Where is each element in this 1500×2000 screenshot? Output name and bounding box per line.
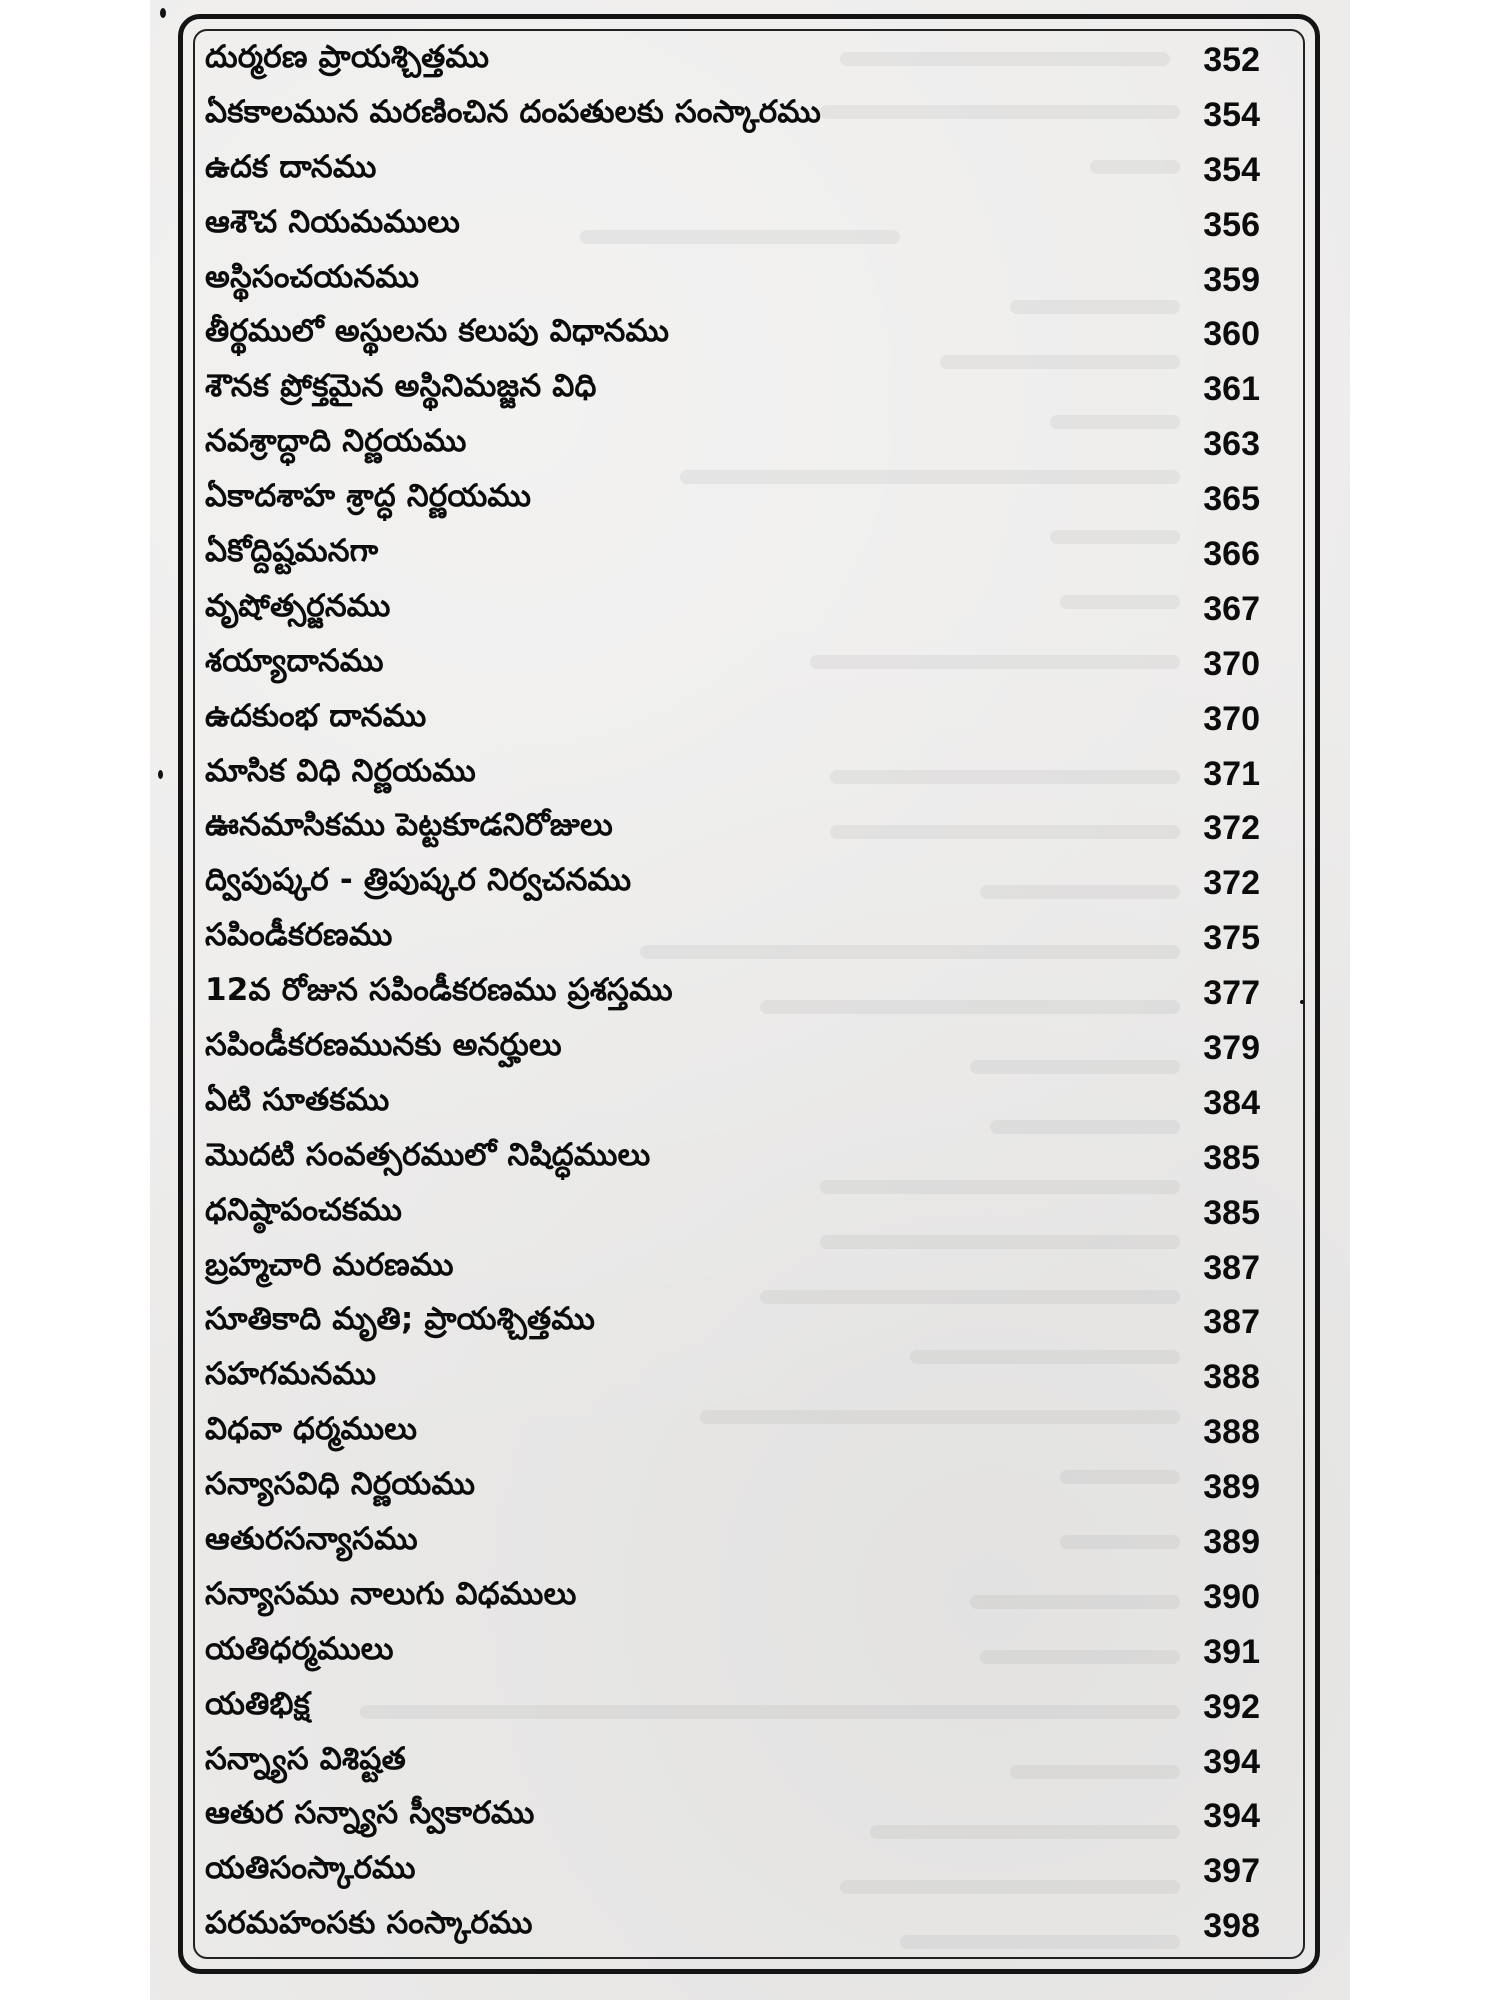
entry-title: ఏకకాలమున మరణించిన దంపతులకు సంస్కారము [205, 93, 822, 130]
entry-title: ధనిష్ఠాపంచకము [205, 1191, 403, 1228]
entry-title: తీర్థములో అస్థులను కలుపు విధానము [205, 313, 670, 350]
toc-entry [205, 1350, 1260, 1405]
entry-page-number: 352 [1203, 40, 1260, 79]
entry-title: విధవా ధర్మములు [205, 1411, 418, 1448]
entry-page-number: 394 [1203, 1797, 1260, 1836]
toc-entry [205, 801, 1260, 856]
toc-entry [205, 1790, 1260, 1845]
toc-entry [205, 1405, 1260, 1460]
entry-title: మాసిక విధి నిర్ణయము [205, 752, 476, 789]
entry-page-number: 359 [1203, 260, 1260, 299]
entry-page-number: 367 [1203, 589, 1260, 628]
entry-page-number: 354 [1203, 95, 1260, 134]
entry-title: సూతికాది మృతి; ప్రాయశ్చిత్తము [205, 1301, 596, 1338]
entry-page-number: 387 [1203, 1303, 1260, 1342]
entry-title: పరమహంసకు సంస్కారము [205, 1905, 533, 1942]
toc-entry [205, 307, 1260, 362]
scan-speck [1300, 1000, 1304, 1004]
entry-title: అస్థిసంచయనము [205, 258, 420, 295]
entry-page-number: 354 [1203, 150, 1260, 189]
entry-title: సపిండీకరణమునకు అనర్హులు [205, 1026, 562, 1063]
toc-entry [205, 1186, 1260, 1241]
toc-entry [205, 1295, 1260, 1350]
entry-title: సన్యాసవిధి నిర్ణయము [205, 1466, 476, 1503]
entry-title: ఏటి సూతకము [205, 1081, 390, 1118]
entry-page-number: 377 [1203, 974, 1260, 1013]
toc-entry [205, 637, 1260, 692]
entry-page-number: 371 [1203, 754, 1260, 793]
entry-page-number: 388 [1203, 1413, 1260, 1452]
toc-entry [205, 362, 1260, 417]
entry-page-number: 366 [1203, 534, 1260, 573]
entry-title: సపిండీకరణము [205, 917, 393, 954]
entry-page-number: 370 [1203, 644, 1260, 683]
entry-page-number: 356 [1203, 205, 1260, 244]
toc-entry [205, 1515, 1260, 1570]
entry-page-number: 372 [1203, 809, 1260, 848]
toc-entry [205, 1899, 1260, 1954]
entry-title: సన్న్యాస విశిష్టత [205, 1740, 406, 1777]
entry-page-number: 390 [1203, 1577, 1260, 1616]
entry-title: ఆతుర సన్న్యాస స్వీకారము [205, 1795, 535, 1832]
toc-entry [205, 417, 1260, 472]
entry-page-number: 387 [1203, 1248, 1260, 1287]
entry-title: ఆశౌచ నియమములు [205, 203, 461, 240]
toc-entry [205, 1570, 1260, 1625]
entry-page-number: 391 [1203, 1632, 1260, 1671]
entry-page-number: 398 [1203, 1907, 1260, 1946]
toc-entry [205, 1680, 1260, 1735]
toc-entry [205, 911, 1260, 966]
entry-title: 12వ రోజున సపిండీకరణము ప్రశస్తము [205, 972, 673, 1009]
entry-title: సహగమనము [205, 1356, 377, 1393]
toc-entry [205, 747, 1260, 802]
entry-page-number: 397 [1203, 1852, 1260, 1891]
entry-page-number: 363 [1203, 425, 1260, 464]
entry-title: ఏకోద్దిష్టమనగా [205, 532, 379, 569]
entry-title: ఆతురసన్యాసము [205, 1520, 418, 1557]
toc-entry [205, 1844, 1260, 1899]
entry-page-number: 379 [1203, 1028, 1260, 1067]
entry-title: సన్యాసము నాలుగు విధములు [205, 1575, 577, 1612]
entry-title: ఊనమాసికము పెట్టకూడనిరోజులు [205, 807, 613, 844]
toc-entry [205, 143, 1260, 198]
toc-entry [205, 1076, 1260, 1131]
entry-title: మొదటి సంవత్సరములో నిషిద్ధములు [205, 1136, 651, 1173]
toc-entry [205, 198, 1260, 253]
toc-entry [205, 33, 1260, 88]
entry-title: దుర్మరణ ప్రాయశ్చిత్తము [205, 38, 490, 75]
toc-entry [205, 1735, 1260, 1790]
entry-title: యతిభిక్ష [205, 1685, 310, 1722]
toc-entry [205, 472, 1260, 527]
entry-title: నవశ్రాద్ధాది నిర్ణయము [205, 423, 467, 460]
entry-page-number: 384 [1203, 1083, 1260, 1122]
entry-title: ద్విపుష్కర - త్రిపుష్కర నిర్వచనము [205, 862, 632, 899]
toc-entry [205, 582, 1260, 637]
scan-speck [1315, 1570, 1320, 1575]
entry-title: ఏకాదశాహ శ్రాద్ధ నిర్ణయము [205, 478, 532, 515]
entry-page-number: 361 [1203, 370, 1260, 409]
toc-entry [205, 1021, 1260, 1076]
entry-title: బ్రహ్మచారి మరణము [205, 1246, 454, 1283]
toc-entry [205, 88, 1260, 143]
scan-speck [158, 770, 163, 779]
entry-title: ఉదక దానము [205, 148, 377, 185]
entry-page-number: 389 [1203, 1522, 1260, 1561]
toc-entry [205, 1241, 1260, 1296]
entry-page-number: 385 [1203, 1193, 1260, 1232]
entry-page-number: 372 [1203, 864, 1260, 903]
toc-entry [205, 1131, 1260, 1186]
entry-page-number: 360 [1203, 315, 1260, 354]
entry-page-number: 375 [1203, 919, 1260, 958]
entry-title: యతిసంస్కారము [205, 1850, 416, 1887]
entry-title: ఉదకుంభ దానము [205, 697, 427, 734]
entry-page-number: 385 [1203, 1138, 1260, 1177]
toc-entry [205, 856, 1260, 911]
toc-entry [205, 1625, 1260, 1680]
entry-page-number: 394 [1203, 1742, 1260, 1781]
toc-entry [205, 692, 1260, 747]
table-of-contents [205, 33, 1260, 1954]
entry-page-number: 388 [1203, 1358, 1260, 1397]
entry-title: శౌనక ప్రోక్తమైన అస్థినిమజ్జన విధి [205, 368, 597, 405]
entry-page-number: 370 [1203, 699, 1260, 738]
toc-entry [205, 966, 1260, 1021]
entry-page-number: 389 [1203, 1468, 1260, 1507]
entry-page-number: 392 [1203, 1687, 1260, 1726]
toc-entry [205, 1460, 1260, 1515]
entry-title: శయ్యాదానము [205, 642, 384, 679]
scan-speck [160, 8, 166, 18]
toc-entry [205, 527, 1260, 582]
entry-title: వృషోత్సర్జనము [205, 587, 391, 624]
entry-page-number: 365 [1203, 480, 1260, 519]
entry-title: యతిధర్మములు [205, 1630, 394, 1667]
toc-entry [205, 253, 1260, 308]
